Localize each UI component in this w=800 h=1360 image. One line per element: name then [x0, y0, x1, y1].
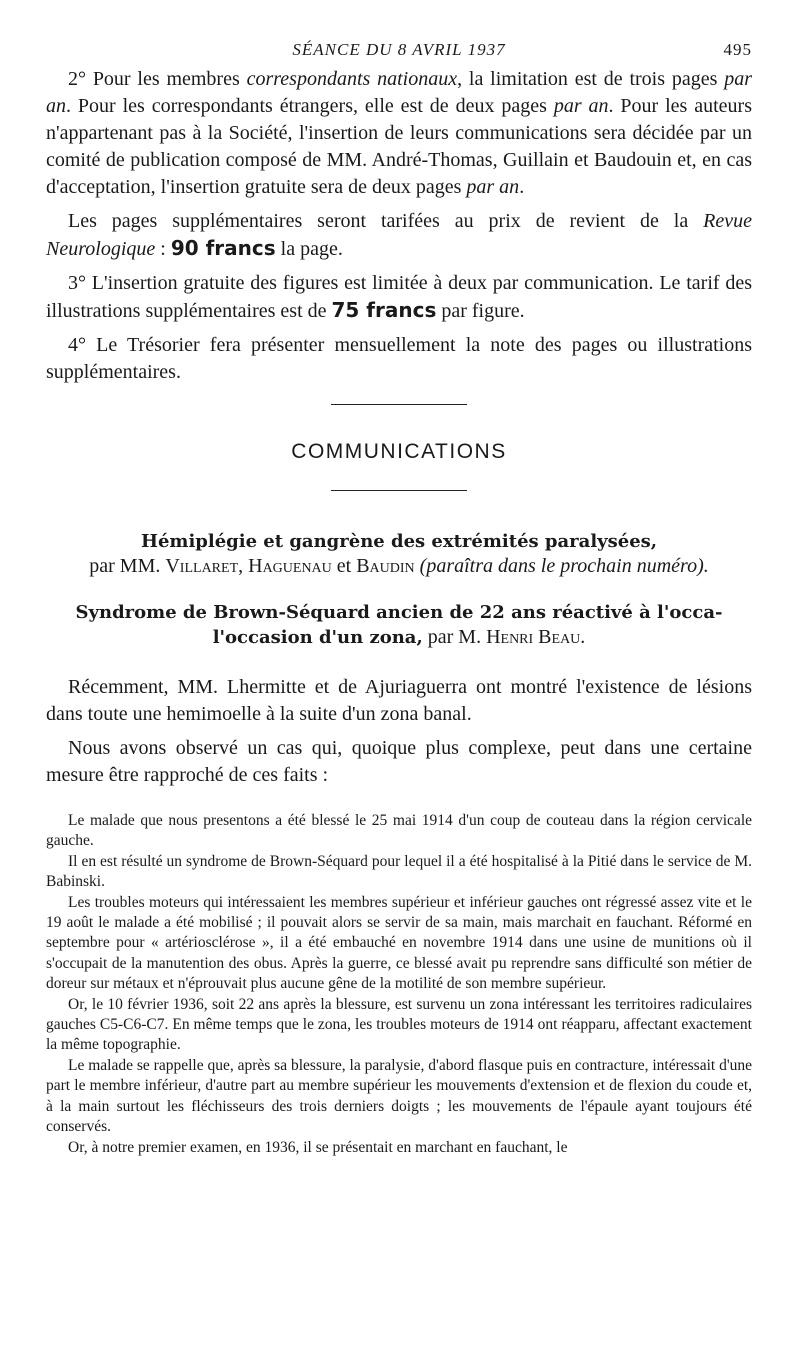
paragraph-supplementary-pages: Les pages supplémentaires seront tarifées au prix de revient de la Revue Neurologique : 90 francs la page.	[46, 210, 752, 260]
case-paragraph: Or, à notre premier examen, en 1936, il se présentait en marchant en fauchant, le	[68, 1138, 568, 1156]
case-paragraph: Il en est résulté un syndrome de Brown-Séquard pour lequel il a été hospitalisé à la Pitié dans le service de M. Babinski.	[46, 852, 752, 891]
article-body	[46, 674, 752, 789]
divider-rule	[331, 404, 467, 405]
paragraph-treasurer: 4° Le Trésorier fera présenter mensuellement la note des pages ou illustrations supplémentaires.	[46, 334, 752, 383]
body-paragraph: Nous avons observé un cas qui, quoique plus complexe, peut dans une certaine mesure être rapproché de ces faits :	[46, 737, 752, 786]
case-paragraph: Le malade se rappelle que, après sa blessure, la paralysie, d'abord flasque puis en contracture, intéressait d'une part le membre inférieur, d'autre part au membre supérieur les mouvements d'extension et de flexion du coude et, à la main surtout les fléchisseurs des trois derniers doigts ; les mouvements de l'épaule ayant toujours été conservés.	[46, 1056, 752, 1136]
page-number: 495	[723, 40, 752, 59]
header-title: SÉANCE DU 8 AVRIL 1937	[292, 40, 506, 59]
article-title-brown-sequard: Syndrome de Brown-Séquard ancien de 22 ans réactivé à l'occa-l'occasion d'un zona, par M. Henri Beau.	[75, 602, 723, 648]
divider-rule	[331, 490, 467, 491]
running-header	[46, 40, 752, 66]
page	[46, 40, 752, 1158]
section-heading: COMMUNICATIONS	[291, 440, 507, 463]
paragraph-figures: 3° L'insertion gratuite des figures est limitée à deux par communication. Le tarif des illustrations supplémentaires est de 75 francs par figure.	[46, 272, 752, 322]
article-title-hemiplegie: Hémiplégie et gangrène des extrémités paralysées, par MM. Villaret, Haguenau et Baudin (paraîtra dans le prochain numéro).	[89, 531, 709, 577]
case-report	[46, 811, 752, 1158]
case-paragraph: Le malade que nous presentons a été blessé le 25 mai 1914 d'un coup de couteau dans la région cervicale gauche.	[46, 812, 752, 850]
body-paragraph: Récemment, MM. Lhermitte et de Ajuriaguerra ont montré l'existence de lésions dans toute une hemimoelle à la suite d'un zona banal.	[46, 676, 752, 725]
case-paragraph: Or, le 10 février 1936, soit 22 ans après la blessure, est survenu un zona intéressant les territoires radiculaires gauches C5-C6-C7. En même temps que le zona, les troubles moteurs de 1914 ont réapparu, affectant exactement la même topographie.	[46, 995, 752, 1054]
paragraph-pages-limit: 2° Pour les membres correspondants nationaux, la limitation est de trois pages par an. Pour les correspondants étrangers, elle est de deux pages par an. Pour les auteurs n'appartenant pas à la Société, l'insertion de leurs communications sera décidée par un comité de publication composé de MM. André-Thomas, Guillain et Baudouin et, en cas d'acceptation, l'insertion gratuite sera de deux pages par an.	[46, 68, 752, 198]
case-paragraph: Les troubles moteurs qui intéressaient les membres supérieur et inférieur gauches ont régressé assez vite et le 19 août le malade a été mobilisé ; il pouvait alors se servir de sa main, mais marchait en fauchant. Réformé en septembre pour « artériosclérose », il a été embauché en novembre 1914 dans une usine de munitions où il s'occupait de la manutention des obus. Après la guerre, ce blessé avait pu reprendre sans difficulté son métier de doreur sur métaux et n'éprouvait plus aucune gêne de la motilité de son membre supérieur.	[46, 893, 752, 993]
